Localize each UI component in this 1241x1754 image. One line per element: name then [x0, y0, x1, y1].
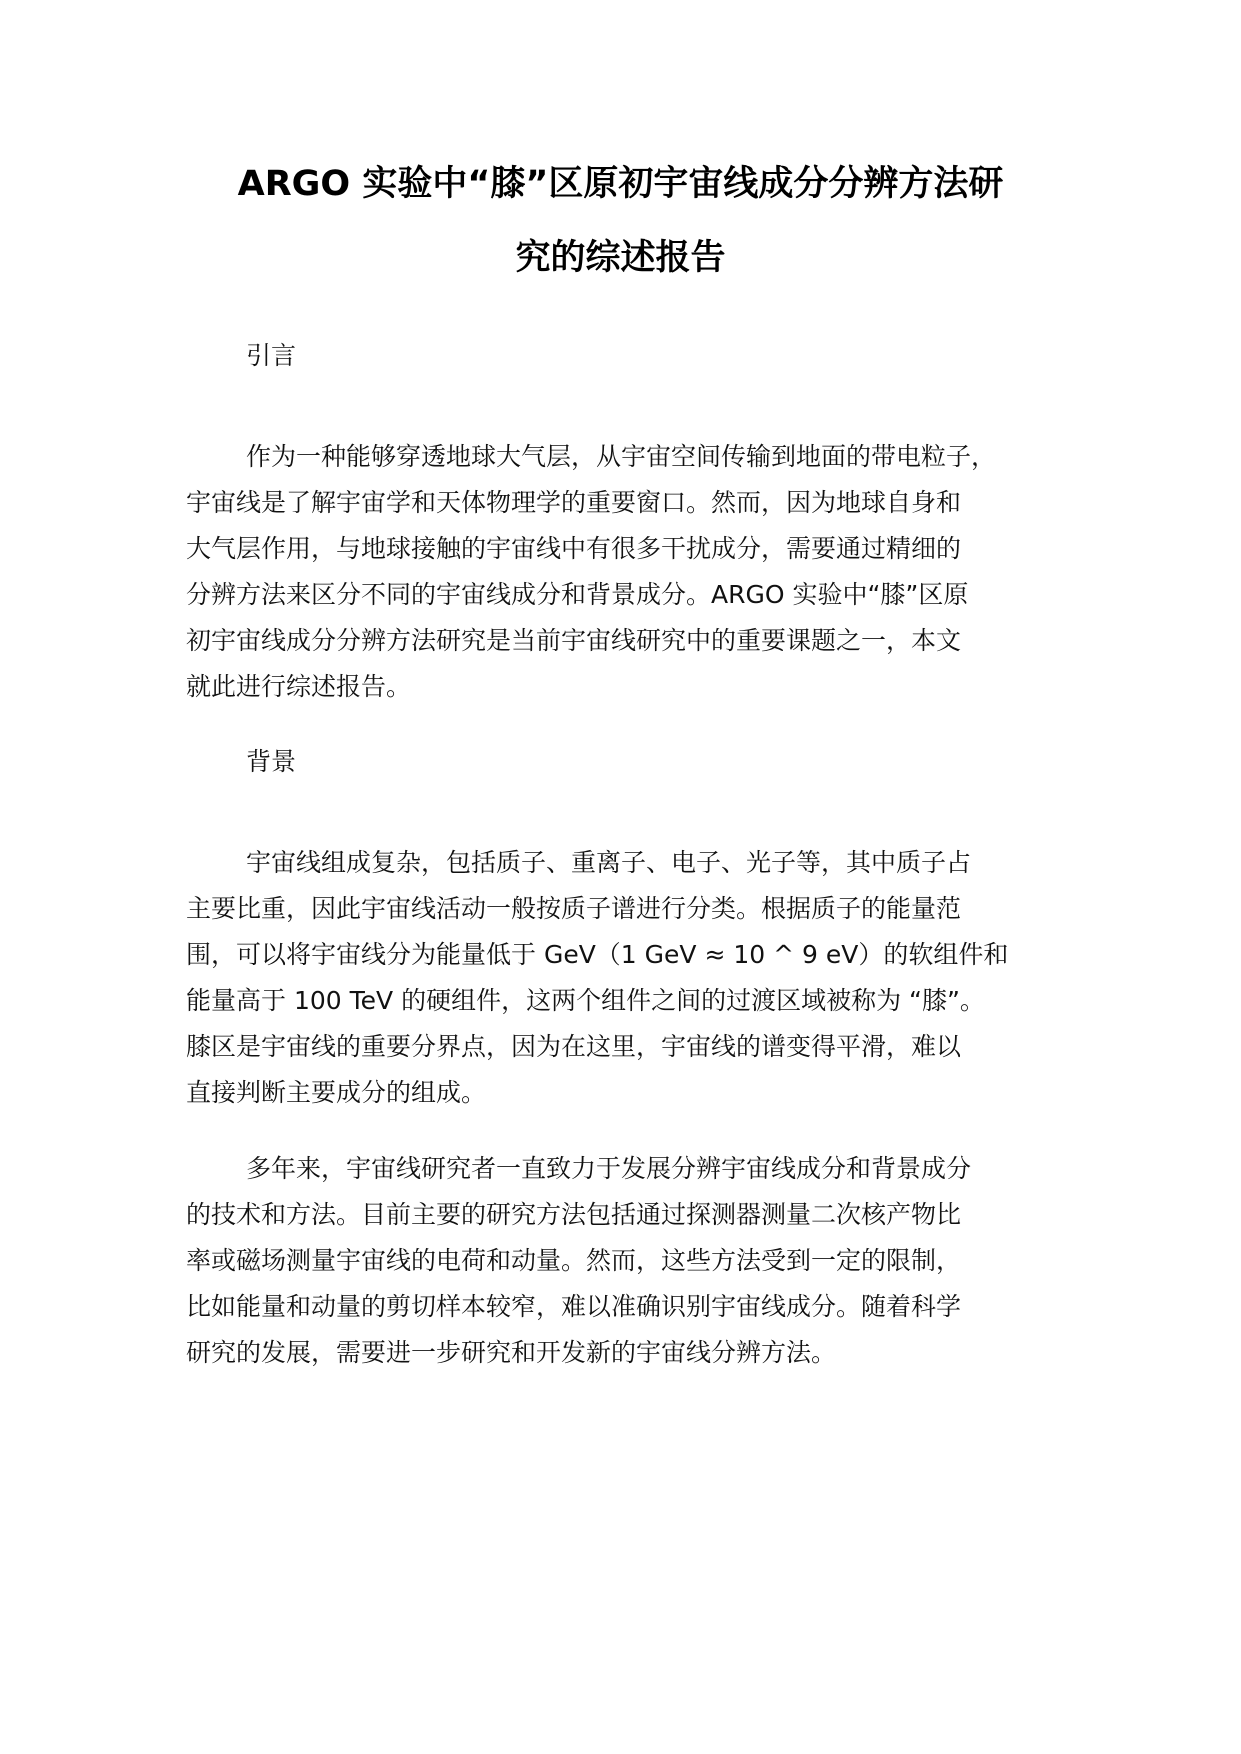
paragraph-line: 初宇宙线成分分辨方法研究是当前宇宙线研究中的重要课题之一，本文 — [186, 626, 962, 655]
background-paragraph-2 — [186, 1146, 1086, 1376]
paragraph-line: 就此进行综述报告。 — [186, 672, 412, 701]
intro-paragraph — [186, 434, 1086, 710]
paragraph-line: 作为一种能够穿透地球大气层，从宇宙空间传输到地面的带电粒子， — [246, 442, 997, 471]
paragraph-line: 宇宙线是了解宇宙学和天体物理学的重要窗口。然而，因为地球自身和 — [186, 488, 962, 517]
section-heading-background: 背景 — [246, 747, 297, 776]
document-title-line-2: 究的综述报告 — [515, 238, 726, 278]
paragraph-line: 大气层作用，与地球接触的宇宙线中有很多干扰成分，需要通过精细的 — [186, 534, 962, 563]
paragraph-line: 多年来，宇宙线研究者一直致力于发展分辨宇宙线成分和背景成分 — [246, 1154, 972, 1183]
paragraph-line: 围，可以将宇宙线分为能量低于 GeV（1 GeV ≈ 10 ^ 9 eV）的软组件和 — [186, 940, 1009, 969]
paragraph-line: 率或磁场测量宇宙线的电荷和动量。然而，这些方法受到一定的限制， — [186, 1246, 962, 1275]
paragraph-line: 分辨方法来区分不同的宇宙线成分和背景成分。ARGO 实验中“膝”区原 — [186, 580, 969, 609]
paragraph-line: 比如能量和动量的剪切样本较窄，难以准确识别宇宙线成分。随着科学 — [186, 1292, 962, 1321]
paragraph-line: 主要比重，因此宇宙线活动一般按质子谱进行分类。根据质子的能量范 — [186, 894, 962, 923]
document-title-line-1: ARGO 实验中“膝”区原初宇宙线成分分辨方法研 — [237, 164, 1004, 204]
paragraph-line: 能量高于 100 TeV 的硬组件，这两个组件之间的过渡区域被称为 “膝”。 — [186, 986, 985, 1015]
section-heading-intro: 引言 — [246, 341, 297, 370]
background-paragraph-1 — [186, 840, 1086, 1116]
paragraph-line: 研究的发展，需要进一步研究和开发新的宇宙线分辨方法。 — [186, 1338, 837, 1367]
paragraph-line: 的技术和方法。目前主要的研究方法包括通过探测器测量二次核产物比 — [186, 1200, 962, 1229]
paragraph-line: 膝区是宇宙线的重要分界点，因为在这里，宇宙线的谱变得平滑，难以 — [186, 1032, 962, 1061]
paragraph-line: 直接判断主要成分的组成。 — [186, 1078, 487, 1107]
paragraph-line: 宇宙线组成复杂，包括质子、重离子、电子、光子等，其中质子占 — [246, 848, 972, 877]
